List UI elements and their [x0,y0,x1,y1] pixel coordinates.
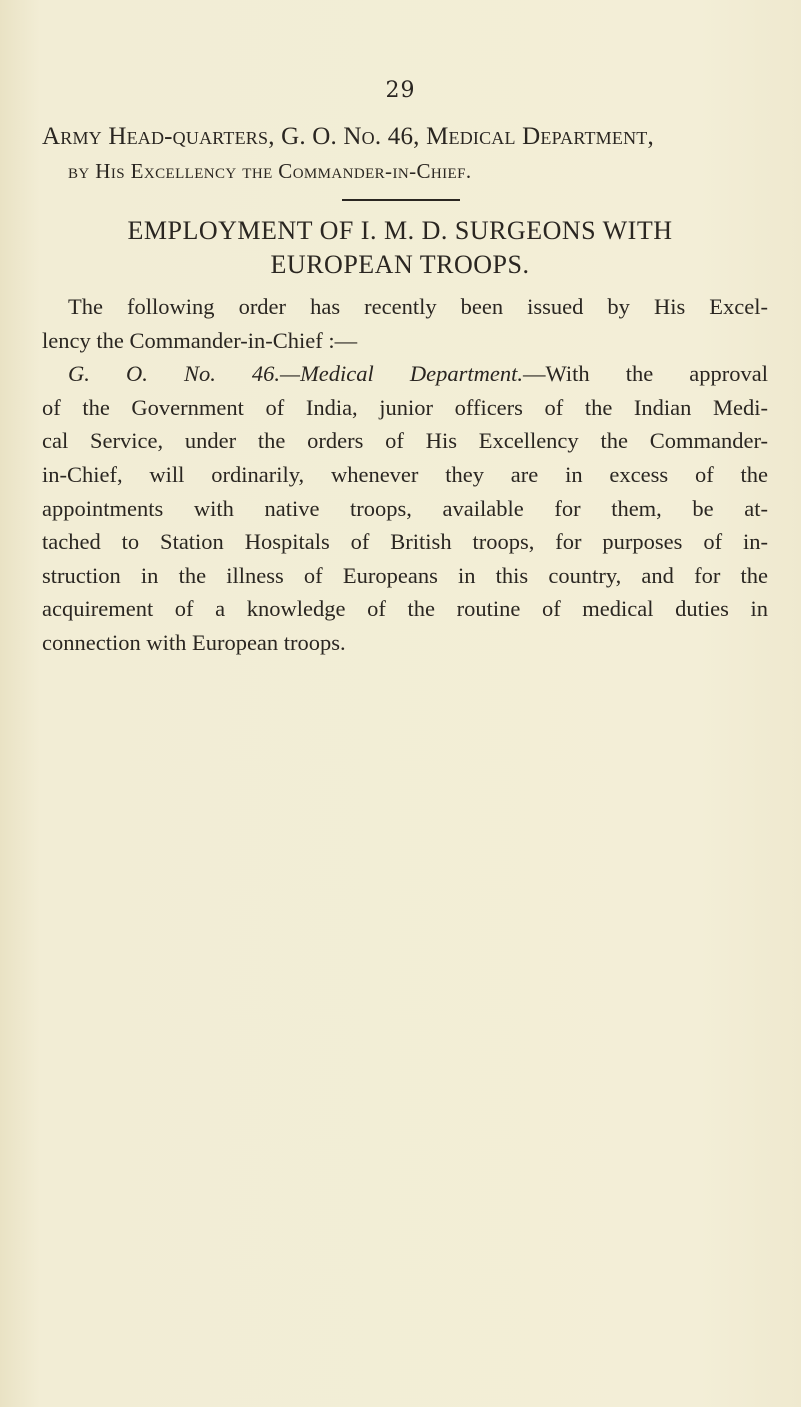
order-line-7: struction in the illness of Europeans in this country, and for the [42,562,768,588]
header-line-2: by His Excellency the Commander-in-Chief. [68,159,472,183]
order-line-3: cal Service, under the orders of His Excellency the Commander- [42,428,768,454]
title-line-1: EMPLOYMENT OF I. M. D. SURGEONS WITH [127,216,673,245]
order-paragraph [42,357,768,659]
article-title [40,214,760,282]
intro-line-1: The following order has recently been issued by His Excel- [68,294,768,319]
order-header [42,120,768,188]
page-number: 29 [385,78,416,103]
order-line-5: appointments with native troops, available for them, be at- [42,495,768,521]
order-line-1-rest: —With the approval [523,361,768,387]
title-line-2: EUROPEAN TROOPS. [270,250,530,279]
order-line-8: acquirement of a knowledge of the routine of medical duties in [42,596,768,622]
divider-rule [342,199,460,201]
order-reference: G. O. No. 46.—Medical Department. [68,361,523,387]
intro-line-2: lency the Commander-in-Chief :— [42,327,358,353]
order-line-6: tached to Station Hospitals of British troops, for purposes of in- [42,529,768,555]
intro-paragraph [42,290,768,357]
article-body [42,290,768,660]
order-line-1 [42,357,768,391]
order-line-4: in-Chief, will ordinarily, whenever they are in excess of the [42,461,768,487]
header-line-1: Army Head-quarters, G. O. No. 46, Medical Department, [42,123,654,150]
order-line-9: connection with European troops. [42,629,346,655]
order-line-2: of the Government of India, junior officers of the Indian Medi- [42,394,768,420]
